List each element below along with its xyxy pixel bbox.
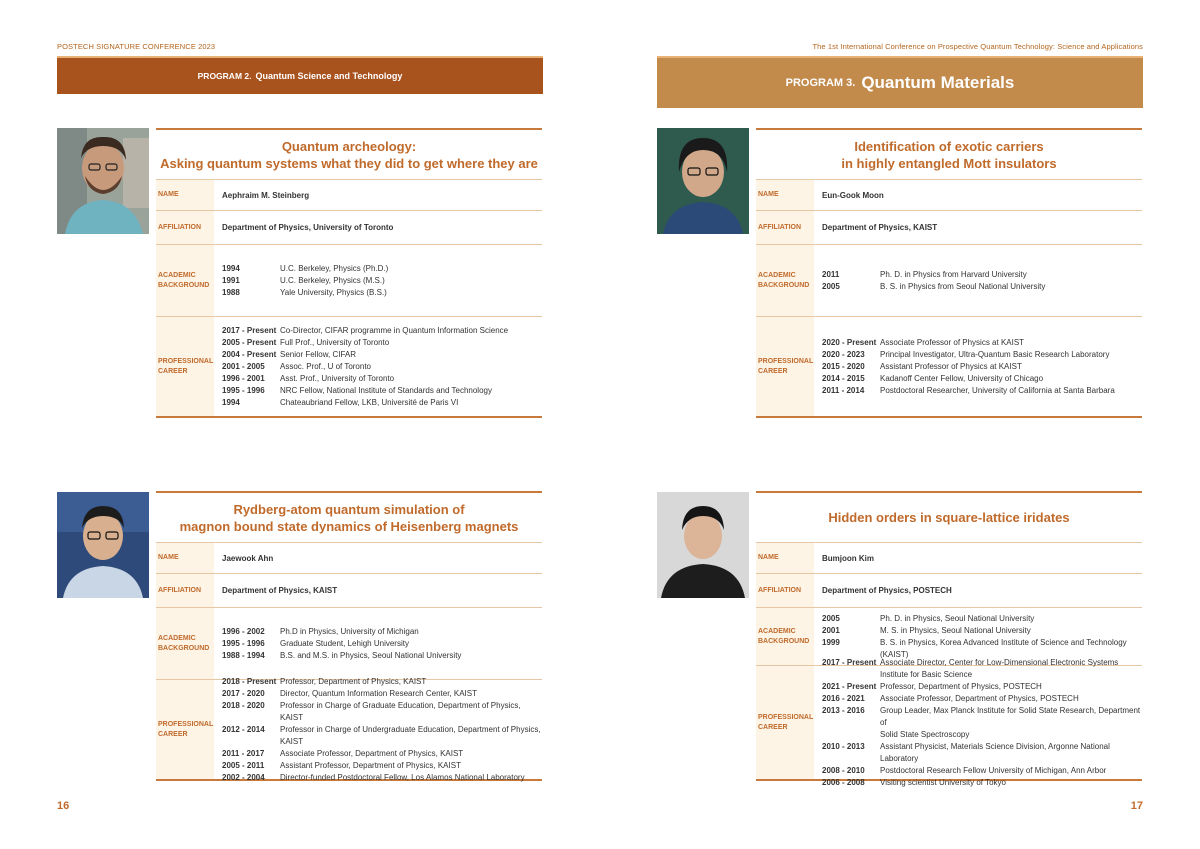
entry-year: 2001 - 2005 [222, 361, 265, 371]
talk-title-line: Identification of exotic carriers [854, 138, 1044, 154]
name-row [156, 543, 542, 574]
entry-year: 1991 [222, 275, 240, 285]
career-row [756, 657, 1142, 787]
entry-description: Principal Investigator, Ultra-Quantum Basic Research Laboratory [880, 349, 1110, 359]
career-entry [822, 669, 1142, 681]
entry-year: 2018 - 2020 [222, 700, 265, 710]
entry-description: Director, Quantum Information Research Center, KAIST [280, 688, 477, 698]
career-entry [222, 361, 542, 373]
entry-description: Associate Professor of Physics at KAIST [880, 337, 1025, 347]
entry-description: B. S. in Physics, Korea Advanced Institute of Science and Technology (KAIST) [880, 637, 1127, 659]
page-number-left: 16 [57, 800, 70, 812]
name-label: NAME [756, 180, 814, 210]
running-head-right: The 1st International Conference on Prospective Quantum Technology: Science and Applications [812, 42, 1143, 51]
entry-year: 2015 - 2020 [822, 361, 865, 371]
talk-title-line: Hidden orders in square-lattice iridates [828, 510, 1070, 525]
entry-year: 1996 - 2002 [222, 626, 265, 636]
career-entry [222, 676, 542, 688]
entry-description: Group Leader, Max Planck Institute for Solid State Research, Department of [880, 705, 1141, 727]
entry-year: 1988 - 1994 [222, 650, 265, 660]
speaker-name: Bumjoon Kim [822, 553, 874, 563]
entry-description: Postdoctoral Research Fellow University of Michigan, Ann Arbor [880, 765, 1107, 775]
affiliation-row [156, 574, 542, 608]
academic-label: ACADEMIC BACKGROUND [756, 608, 814, 665]
entry-description: Ph. D. in Physics, Seoul National University [880, 613, 1035, 623]
career-entry [822, 693, 1142, 705]
academic-label: ACADEMIC BACKGROUND [156, 608, 214, 679]
affiliation-label: AFFILIATION [156, 574, 214, 607]
entry-description: Graduate Student, Lehigh University [280, 638, 409, 648]
page-number-right: 17 [1130, 800, 1143, 812]
entry-year: 2012 - 2014 [222, 724, 265, 734]
portrait-image-icon [57, 492, 149, 598]
entry-description: Professor, Department of Physics, POSTECH [880, 681, 1042, 691]
academic-label: ACADEMIC BACKGROUND [756, 245, 814, 316]
career-entry [822, 765, 1142, 777]
career-entry [822, 741, 1142, 765]
program-banner-right [657, 58, 1143, 108]
career-entry [822, 373, 1142, 385]
entry-description: M. S. in Physics, Seoul National University [880, 625, 1031, 635]
entry-description: Chateaubriand Fellow, LKB, Université de Paris VI [280, 397, 459, 407]
entry-description: Asst. Prof., University of Toronto [280, 373, 395, 383]
name-row [156, 180, 542, 211]
entry-year: 2017 - Present [822, 657, 877, 667]
entry-year: 1988 [222, 287, 240, 297]
entry-year: 1994 [222, 263, 240, 273]
affiliation-row [756, 574, 1142, 608]
academic-entry [822, 625, 1142, 637]
portrait-image-icon [57, 128, 149, 234]
career-entry [222, 760, 542, 772]
entry-year: 1994 [222, 397, 240, 407]
entry-year: 2014 - 2015 [822, 373, 865, 383]
name-label: NAME [156, 543, 214, 573]
career-entry [222, 748, 542, 760]
entry-year: 1995 - 1996 [222, 638, 265, 648]
speaker-name: Jaewook Ahn [222, 553, 274, 563]
talk-title-line: in highly entangled Mott insulators [841, 155, 1057, 171]
talk-title-line: magnon bound state dynamics of Heisenberg magnets [179, 518, 519, 534]
entry-year: 2008 - 2010 [822, 765, 865, 775]
academic-entry [822, 613, 1142, 625]
portrait-image-icon [657, 128, 749, 234]
entry-year: 2005 [822, 281, 840, 291]
career-row [756, 317, 1142, 416]
entry-description: Kadanoff Center Fellow, University of Chicago [880, 373, 1044, 383]
career-list [214, 676, 542, 782]
speaker-card-steinberg [156, 128, 542, 418]
name-row [756, 543, 1142, 574]
academic-entry [822, 281, 1142, 293]
entry-description: Associate Professor, Department of Physics, KAIST [280, 748, 464, 758]
entry-year: 2020 - Present [822, 337, 877, 347]
entry-description: Ph.D in Physics, University of Michigan [280, 626, 419, 636]
entry-year: 2002 - 2004 [222, 772, 265, 782]
career-label: PROFESSIONAL CAREER [756, 666, 814, 779]
entry-year: 2006 - 2008 [822, 777, 865, 787]
entry-description: Associate Professor, Department of Physics, POSTECH [880, 693, 1079, 703]
career-list [814, 657, 1142, 787]
talk-title-line: Quantum archeology: [281, 138, 417, 154]
career-entry [222, 373, 542, 385]
career-entry [822, 337, 1142, 349]
entry-year [822, 669, 880, 681]
speaker-name: Eun-Gook Moon [822, 190, 884, 200]
portrait-image-icon [657, 492, 749, 598]
career-row [156, 676, 542, 782]
running-head-left: POSTECH SIGNATURE CONFERENCE 2023 [57, 42, 216, 51]
entry-description: U.C. Berkeley, Physics (M.S.) [280, 275, 385, 285]
entry-description: Institute for Basic Science [880, 669, 973, 679]
entry-year: 2017 - 2020 [222, 688, 265, 698]
affiliation-label: AFFILIATION [156, 211, 214, 244]
academic-label: ACADEMIC BACKGROUND [156, 245, 214, 316]
academic-entry [222, 650, 542, 662]
speaker-card-ahn [156, 491, 542, 781]
entry-description: Professor, Department of Physics, KAIST [280, 676, 427, 686]
entry-year: 2005 - 2011 [222, 760, 265, 770]
speaker-affiliation: Department of Physics, POSTECH [822, 586, 952, 595]
talk-title-line: Asking quantum systems what they did to get where they are [160, 155, 538, 171]
entry-description: NRC Fellow, National Institute of Standards and Technology [280, 385, 492, 395]
career-entry [822, 361, 1142, 373]
affiliation-label: AFFILIATION [756, 574, 814, 607]
academic-row [156, 245, 542, 317]
entry-description: Full Prof., University of Toronto [280, 337, 390, 347]
entry-description: Professor in Charge of Graduate Education, Department of Physics, KAIST [280, 700, 521, 722]
entry-description: Assistant Professor of Physics at KAIST [880, 361, 1022, 371]
talk-title [156, 130, 542, 180]
program-title: Quantum Science and Technology [255, 71, 403, 81]
academic-entry [822, 269, 1142, 281]
name-label: NAME [156, 180, 214, 210]
entry-year: 2017 - Present [222, 325, 277, 335]
entry-description: Solid State Spectroscopy [880, 729, 970, 739]
entry-year: 1995 - 1996 [222, 385, 265, 395]
affiliation-label: AFFILIATION [756, 211, 814, 244]
speaker-affiliation: Department of Physics, University of Toronto [222, 223, 394, 232]
career-row [156, 317, 542, 416]
entry-description: B.S. and M.S. in Physics, Seoul National University [280, 650, 462, 660]
entry-description: Visiting scientist University of Tokyo [880, 777, 1006, 787]
talk-title-line: Rydberg-atom quantum simulation of [233, 501, 465, 517]
career-label: PROFESSIONAL CAREER [756, 317, 814, 416]
entry-description: Director-funded Postdoctoral Fellow, Los Alamos National Laboratory [280, 772, 525, 782]
entry-year: 1996 - 2001 [222, 373, 265, 383]
speaker-photo-steinberg [57, 128, 149, 234]
speaker-photo-ahn [57, 492, 149, 598]
program-title: Quantum Materials [861, 73, 1015, 92]
academic-entry [222, 263, 542, 275]
entry-description: B. S. in Physics from Seoul National University [880, 281, 1046, 291]
entry-year: 2011 [822, 269, 840, 279]
speaker-affiliation: Department of Physics, KAIST [222, 586, 338, 595]
career-entry [822, 681, 1142, 693]
program-number: PROGRAM 2. [197, 71, 252, 81]
talk-title [756, 130, 1142, 180]
academic-list [814, 245, 1142, 316]
entry-year: 2010 - 2013 [822, 741, 865, 751]
career-entry [222, 724, 542, 748]
academic-entry [222, 275, 542, 287]
affiliation-row [156, 211, 542, 245]
career-entry [822, 729, 1142, 741]
entry-year: 2020 - 2023 [822, 349, 865, 359]
program-banner-left [57, 58, 543, 94]
talk-title [156, 493, 542, 543]
career-entry [822, 385, 1142, 397]
academic-row [156, 608, 542, 680]
career-entry [222, 700, 542, 724]
academic-entry [222, 638, 542, 650]
career-entry [222, 337, 542, 349]
career-entry [222, 349, 542, 361]
career-entry [222, 385, 542, 397]
entry-description: Associate Director, Center for Low-Dimensional Electronic Systems [880, 657, 1119, 667]
entry-description: Assoc. Prof., U of Toronto [280, 361, 372, 371]
entry-year: 2005 [822, 613, 840, 623]
career-entry [822, 657, 1142, 669]
entry-description: Postdoctoral Researcher, University of California at Santa Barbara [880, 385, 1115, 395]
name-label: NAME [756, 543, 814, 573]
entry-description: Assistant Physicist, Materials Science Division, Argonne National Laboratory [880, 741, 1110, 763]
career-entry [822, 777, 1142, 789]
entry-description: Yale University, Physics (B.S.) [280, 287, 387, 297]
career-entry [822, 349, 1142, 361]
program-number: PROGRAM 3. [785, 77, 856, 89]
career-entry [222, 772, 542, 784]
speaker-photo-moon [657, 128, 749, 234]
speaker-photo-kim [657, 492, 749, 598]
entry-year: 2018 - Present [222, 676, 277, 686]
entry-year: 2011 - 2017 [222, 748, 265, 758]
talk-title [756, 493, 1142, 543]
entry-year: 1999 [822, 637, 840, 647]
entry-year: 2001 [822, 625, 840, 635]
entry-description: U.C. Berkeley, Physics (Ph.D.) [280, 263, 389, 273]
academic-row [756, 245, 1142, 317]
career-label: PROFESSIONAL CAREER [156, 680, 214, 779]
career-list [814, 317, 1142, 416]
entry-description: Co-Director, CIFAR programme in Quantum Information Science [280, 325, 509, 335]
entry-year: 2013 - 2016 [822, 705, 865, 715]
academic-list [214, 608, 542, 679]
speaker-card-kim [756, 491, 1142, 787]
entry-description: Assistant Professor, Department of Physics, KAIST [280, 760, 461, 770]
career-label: PROFESSIONAL CAREER [156, 317, 214, 416]
entry-year: 2005 - Present [222, 337, 277, 347]
entry-year: 2016 - 2021 [822, 693, 865, 703]
career-entry [222, 688, 542, 700]
entry-year: 2004 - Present [222, 349, 277, 359]
entry-year: 2021 - Present [822, 681, 877, 691]
entry-description: Senior Fellow, CIFAR [280, 349, 357, 359]
affiliation-row [756, 211, 1142, 245]
academic-entry [222, 287, 542, 299]
entry-description: Ph. D. in Physics from Harvard University [880, 269, 1027, 279]
career-entry [222, 325, 542, 337]
career-entry [222, 397, 542, 409]
entry-description: Professor in Charge of Undergraduate Education, Department of Physics, KAIST [280, 724, 541, 746]
career-list [214, 317, 542, 416]
entry-year [822, 729, 880, 741]
speaker-affiliation: Department of Physics, KAIST [822, 223, 938, 232]
academic-entry [222, 626, 542, 638]
name-row [756, 180, 1142, 211]
career-entry [822, 705, 1142, 729]
entry-year: 2011 - 2014 [822, 385, 865, 395]
speaker-name: Aephraim M. Steinberg [222, 190, 310, 200]
speaker-card-moon [756, 128, 1142, 418]
academic-list [214, 245, 542, 316]
